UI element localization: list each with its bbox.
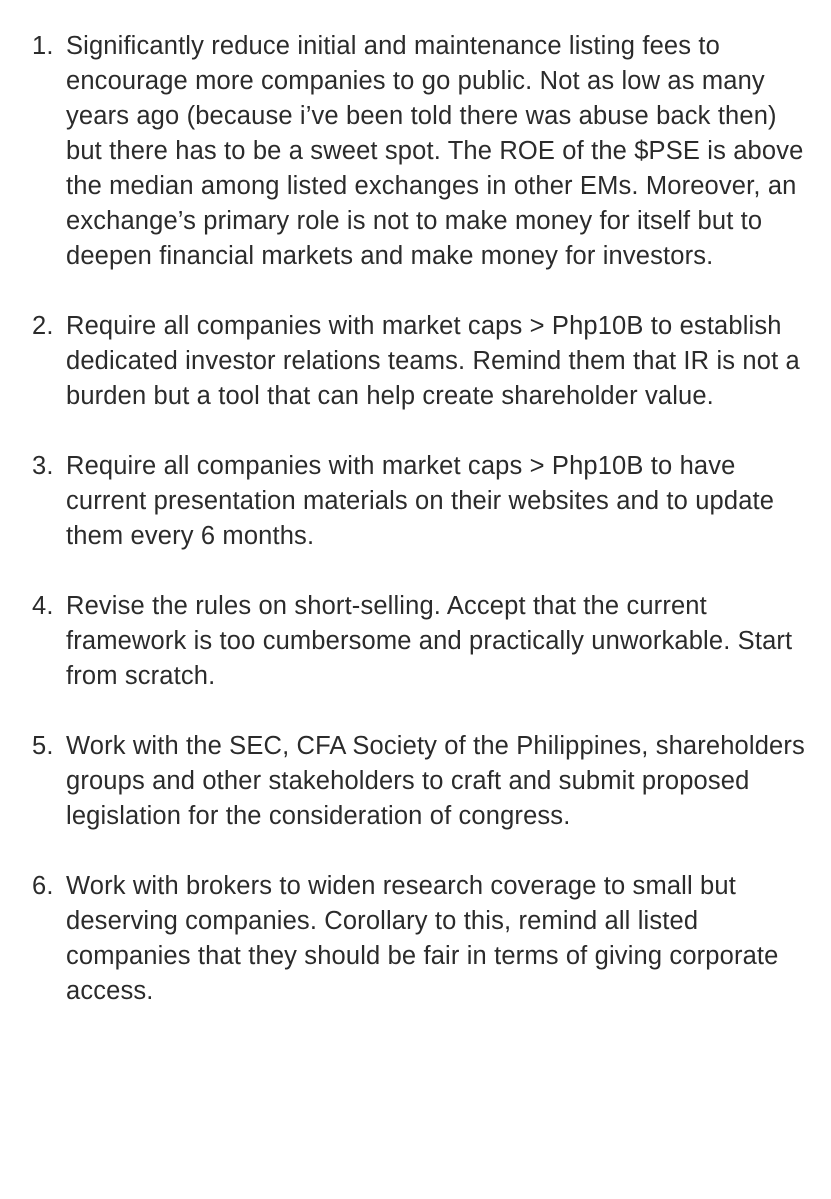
list-item xyxy=(32,589,811,694)
list-item xyxy=(32,869,811,1009)
list-item-number: 2. xyxy=(32,312,54,340)
list-item-text: Work with the SEC, CFA Society of the Philippines, shareholders groups and other stakeholders to craft and submit proposed legislation for the consideration of congress. xyxy=(66,732,805,830)
list-item-text: Significantly reduce initial and maintenance listing fees to encourage more companies to go public. Not as low as many years ago (because i’ve been told there was abuse back then) but there has to be a sweet spot. The ROE of the $PSE is above the median among listed exchanges in other EMs. Moreover, an exchange’s primary role is not to make money for itself but to deepen financial markets and make money for investors. xyxy=(66,32,804,270)
list-item xyxy=(32,309,811,414)
list-item xyxy=(32,29,811,274)
list-item-text: Require all companies with market caps > Php10B to establish dedicated investor relations teams. Remind them that IR is not a burden but a tool that can help create shareholder value. xyxy=(66,312,800,410)
list-item-number: 4. xyxy=(32,592,54,620)
list-item-number: 6. xyxy=(32,872,54,900)
list-item-text: Require all companies with market caps > Php10B to have current presentation materials on their websites and to update them every 6 months. xyxy=(66,452,775,550)
list-item-number: 1. xyxy=(32,32,54,60)
list-item-number: 3. xyxy=(32,452,54,480)
list-item-number: 5. xyxy=(32,732,54,760)
list-item-text: Revise the rules on short-selling. Accept that the current framework is too cumbersome and practically unworkable. Start from scratch. xyxy=(66,592,793,690)
list-item-text: Work with brokers to widen research coverage to small but deserving companies. Corollary to this, remind all listed companies that they should be fair in terms of giving corporate access. xyxy=(66,872,779,1005)
list-item xyxy=(32,729,811,834)
list-item xyxy=(32,449,811,554)
